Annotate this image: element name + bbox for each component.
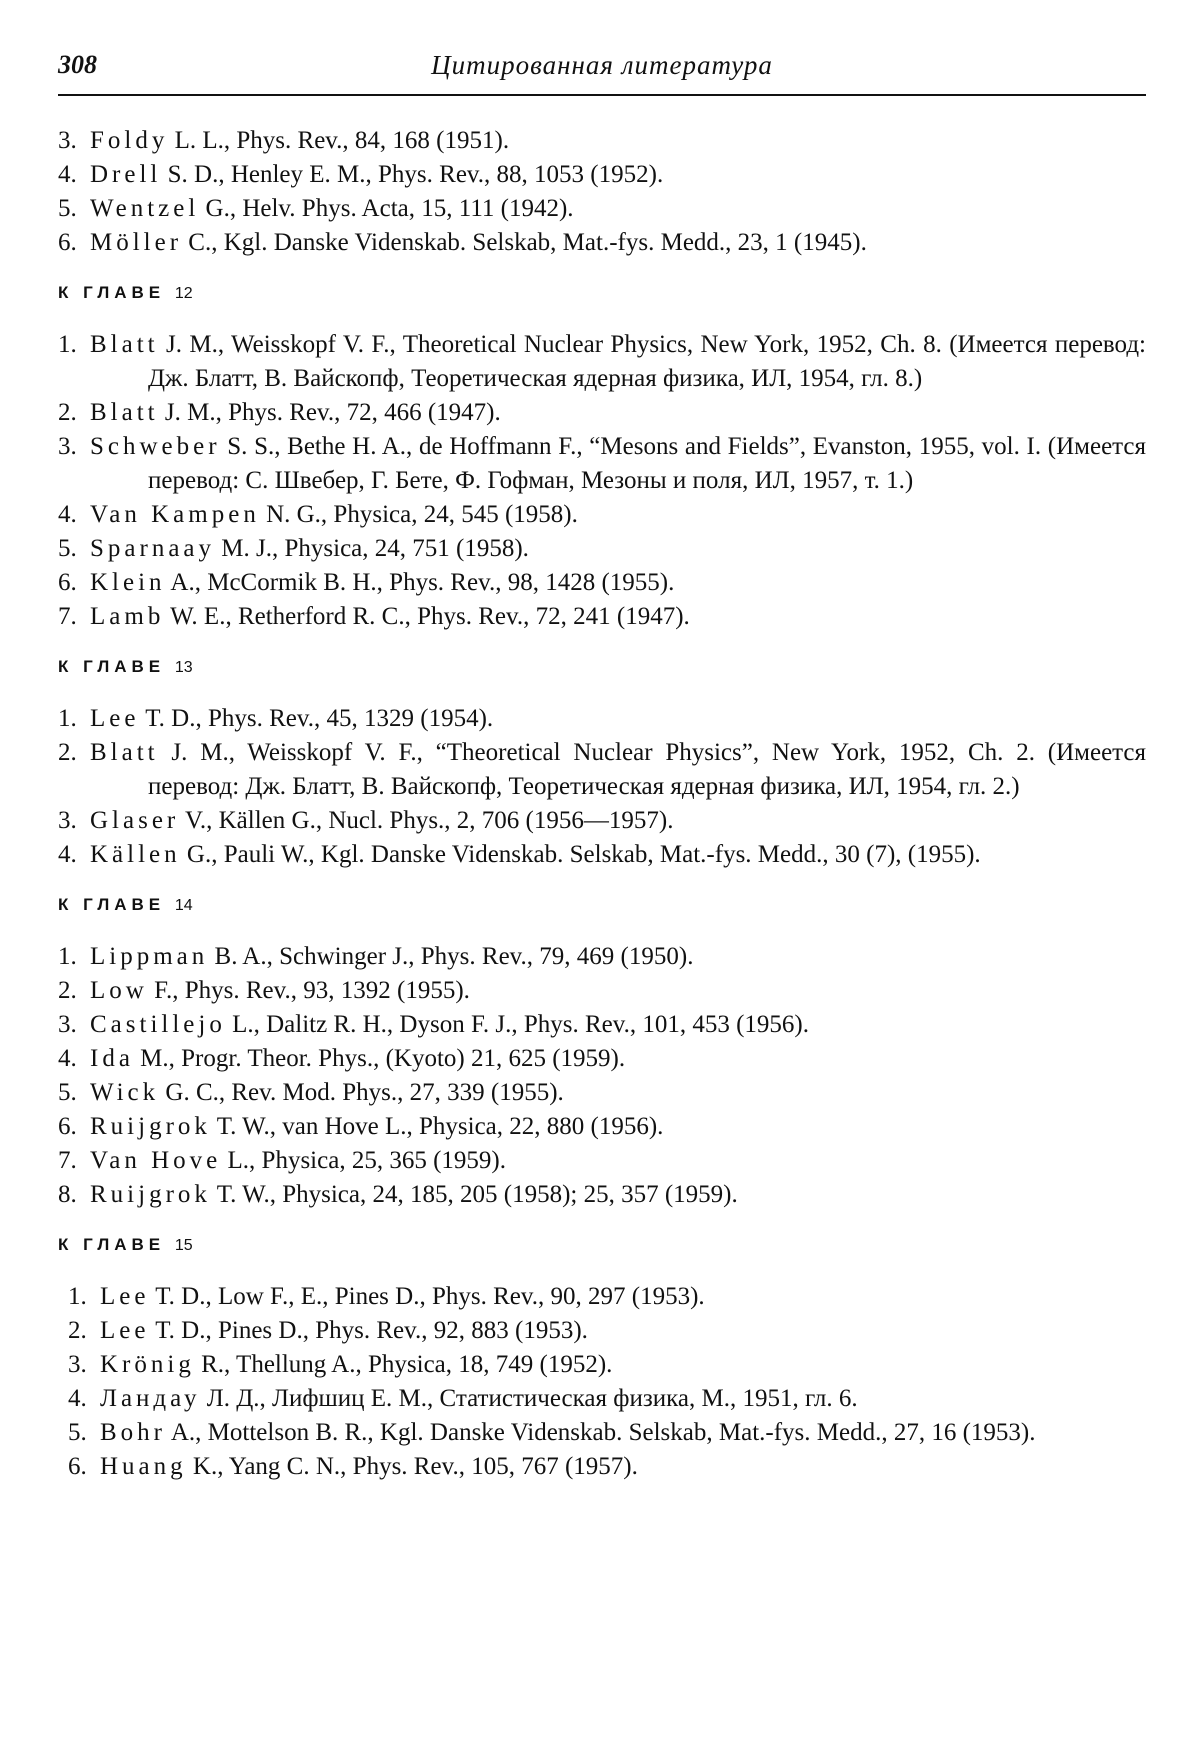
reference-number: 3. — [58, 127, 77, 154]
reference-authors: Bohr — [100, 1419, 166, 1446]
reference-authors: Wentzel — [90, 195, 200, 222]
reference-citation: M., Progr. Theor. Phys., (Kyoto) 21, 625 (1959). — [133, 1045, 626, 1072]
reference-number: 3. — [58, 1011, 77, 1038]
section-label: К ГЛАВЕ — [58, 1235, 166, 1254]
reference-list — [58, 1280, 1146, 1484]
reference-authors: Lippman — [90, 943, 209, 970]
reference-number: 1. — [58, 705, 77, 732]
reference-number: 3. — [58, 807, 77, 834]
section-label: К ГЛАВЕ — [58, 895, 166, 914]
reference-number: 2. — [58, 739, 77, 766]
reference-citation: A., McCormik B. H., Phys. Rev., 98, 1428 (1955). — [165, 569, 675, 596]
reference-authors: Möller — [90, 229, 183, 256]
chapter-section — [58, 650, 1146, 872]
reference-authors: Foldy — [90, 127, 169, 154]
reference-citation: T. D., Low F., E., Pines D., Phys. Rev., 90, 297 (1953). — [149, 1283, 705, 1310]
reference-authors: Klein — [90, 569, 166, 596]
reference-item — [58, 124, 1146, 158]
reference-number: 5. — [58, 1079, 77, 1106]
section-chapter-number: 15 — [174, 1237, 193, 1254]
reference-item — [58, 498, 1146, 532]
reference-authors: Van Hove — [90, 1147, 222, 1174]
reference-authors: Schweber — [90, 433, 221, 460]
reference-authors: Ruijgrok — [90, 1113, 211, 1140]
reference-item — [58, 702, 1146, 736]
reference-citation: N. G., Physica, 24, 545 (1958). — [259, 501, 578, 528]
reference-number: 6. — [58, 229, 77, 256]
reference-item — [58, 396, 1146, 430]
reference-item — [58, 1110, 1146, 1144]
references-body — [58, 124, 1146, 1484]
reference-citation: R., Thellung A., Physica, 18, 749 (1952). — [194, 1351, 613, 1378]
reference-item — [58, 838, 1146, 872]
reference-citation: G., Pauli W., Kgl. Danske Videnskab. Selskab, Mat.-fys. Medd., 30 (7), (1955). — [180, 841, 981, 868]
reference-item — [58, 1348, 1146, 1382]
reference-authors: Krönig — [100, 1351, 195, 1378]
section-label: К ГЛАВЕ — [58, 283, 166, 302]
reference-item — [58, 192, 1146, 226]
reference-authors: Blatt — [90, 399, 159, 426]
reference-number: 1. — [58, 943, 77, 970]
reference-citation: G. C., Rev. Mod. Phys., 27, 339 (1955). — [159, 1079, 564, 1106]
reference-citation: B. A., Schwinger J., Phys. Rev., 79, 469 (1950). — [208, 943, 694, 970]
chapter-section — [58, 888, 1146, 1212]
reference-item — [58, 1076, 1146, 1110]
reference-number: 5. — [58, 535, 77, 562]
reference-number: 1. — [68, 1283, 87, 1310]
reference-authors: Ландау — [100, 1385, 201, 1412]
reference-item — [58, 1144, 1146, 1178]
section-label: К ГЛАВЕ — [58, 657, 166, 676]
reference-citation: J. M., Weisskopf V. F., Theoretical Nuclear Physics, New York, 1952, Ch. 8. (Имеется перевод: Дж. Блатт, В. Вайскопф, Теоретическая ядерная физика, ИЛ, 1954, гл. 8.) — [148, 331, 1146, 392]
reference-authors: Lee — [90, 705, 140, 732]
reference-item — [58, 1450, 1146, 1484]
reference-number: 3. — [58, 433, 77, 460]
reference-item — [58, 600, 1146, 634]
reference-list — [58, 328, 1146, 634]
page-number: 308 — [58, 50, 97, 79]
reference-citation: C., Kgl. Danske Videnskab. Selskab, Mat.-fys. Medd., 23, 1 (1945). — [182, 229, 867, 256]
reference-authors: Ida — [90, 1045, 134, 1072]
reference-item — [58, 566, 1146, 600]
reference-item — [58, 158, 1146, 192]
reference-number: 1. — [58, 331, 77, 358]
reference-citation: T. W., Physica, 24, 185, 205 (1958); 25, 357 (1959). — [210, 1181, 738, 1208]
reference-number: 4. — [58, 161, 77, 188]
reference-citation: F., Phys. Rev., 93, 1392 (1955). — [147, 977, 470, 1004]
section-chapter-number: 12 — [174, 285, 193, 302]
reference-item — [58, 1280, 1146, 1314]
chapter-section — [58, 276, 1146, 634]
reference-number: 3. — [68, 1351, 87, 1378]
reference-authors: Low — [90, 977, 148, 1004]
reference-list — [58, 702, 1146, 872]
reference-authors: Wick — [90, 1079, 160, 1106]
reference-authors: Van Kampen — [90, 501, 260, 528]
reference-item — [58, 1008, 1146, 1042]
reference-item — [58, 430, 1146, 498]
reference-citation: T. D., Pines D., Phys. Rev., 92, 883 (1953). — [149, 1317, 588, 1344]
reference-number: 7. — [58, 1147, 77, 1174]
reference-authors: Blatt — [90, 331, 159, 358]
reference-citation: A., Mottelson B. R., Kgl. Danske Videnskab. Selskab, Mat.-fys. Medd., 27, 16 (1953). — [166, 1419, 1036, 1446]
section-heading — [58, 276, 1146, 310]
reference-citation: W. E., Retherford R. C., Phys. Rev., 72, 241 (1947). — [164, 603, 690, 630]
reference-number: 2. — [58, 977, 77, 1004]
reference-authors: Blatt — [90, 739, 159, 766]
reference-number: 5. — [68, 1419, 87, 1446]
reference-citation: L., Physica, 25, 365 (1959). — [221, 1147, 506, 1174]
reference-item — [58, 1416, 1146, 1450]
reference-citation: S. S., Bethe H. A., de Hoffmann F., “Mesons and Fields”, Evanston, 1955, vol. I. (Имеется перевод: С. Швебер, Г. Бете, Ф. Гофман, Мезоны и поля, ИЛ, 1957, т. 1.) — [148, 433, 1146, 494]
reference-authors: Källen — [90, 841, 181, 868]
reference-item — [58, 1382, 1146, 1416]
reference-authors: Lee — [100, 1283, 150, 1310]
reference-item — [58, 226, 1146, 260]
reference-item — [58, 1042, 1146, 1076]
reference-item — [58, 328, 1146, 396]
reference-citation: T. D., Phys. Rev., 45, 1329 (1954). — [139, 705, 494, 732]
reference-number: 4. — [68, 1385, 87, 1412]
reference-citation: Л. Д., Лифшиц Е. М., Статистическая физика, М., 1951, гл. 6. — [200, 1385, 858, 1412]
reference-item — [58, 804, 1146, 838]
section-chapter-number: 14 — [174, 897, 193, 914]
reference-authors: Glaser — [90, 807, 180, 834]
reference-list-continued — [58, 124, 1146, 260]
reference-number: 4. — [58, 1045, 77, 1072]
reference-citation: L. L., Phys. Rev., 84, 168 (1951). — [168, 127, 510, 154]
reference-number: 2. — [68, 1317, 87, 1344]
reference-citation: L., Dalitz R. H., Dyson F. J., Phys. Rev., 101, 453 (1956). — [225, 1011, 810, 1038]
reference-citation: S. D., Henley E. M., Phys. Rev., 88, 1053 (1952). — [161, 161, 664, 188]
reference-citation: G., Helv. Phys. Acta, 15, 111 (1942). — [199, 195, 574, 222]
reference-number: 6. — [58, 1113, 77, 1140]
reference-authors: Drell — [90, 161, 162, 188]
reference-citation: K., Yang C. N., Phys. Rev., 105, 767 (1957). — [186, 1453, 638, 1480]
reference-item — [58, 1314, 1146, 1348]
running-title: Цитированная литература — [431, 50, 773, 80]
chapter-sections — [58, 276, 1146, 1484]
reference-authors: Sparnaay — [90, 535, 216, 562]
reference-item — [58, 940, 1146, 974]
section-heading — [58, 650, 1146, 684]
page-header — [58, 50, 1146, 96]
reference-number: 2. — [58, 399, 77, 426]
section-heading — [58, 1228, 1146, 1262]
reference-list — [58, 940, 1146, 1212]
section-heading — [58, 888, 1146, 922]
reference-number: 6. — [58, 569, 77, 596]
reference-citation: M. J., Physica, 24, 751 (1958). — [215, 535, 529, 562]
reference-item — [58, 974, 1146, 1008]
reference-item — [58, 532, 1146, 566]
reference-authors: Ruijgrok — [90, 1181, 211, 1208]
reference-item — [58, 736, 1146, 804]
reference-authors: Castillejo — [90, 1011, 226, 1038]
section-chapter-number: 13 — [174, 659, 193, 676]
chapter-section — [58, 1228, 1146, 1484]
reference-authors: Huang — [100, 1453, 187, 1480]
reference-item — [58, 1178, 1146, 1212]
reference-number: 8. — [58, 1181, 77, 1208]
reference-citation: J. M., Phys. Rev., 72, 466 (1947). — [158, 399, 501, 426]
reference-number: 5. — [58, 195, 77, 222]
reference-number: 4. — [58, 841, 77, 868]
reference-authors: Lee — [100, 1317, 150, 1344]
reference-citation: T. W., van Hove L., Physica, 22, 880 (1956). — [210, 1113, 664, 1140]
reference-number: 4. — [58, 501, 77, 528]
reference-authors: Lamb — [90, 603, 165, 630]
reference-number: 7. — [58, 603, 77, 630]
reference-number: 6. — [68, 1453, 87, 1480]
reference-citation: J. M., Weisskopf V. F., “Theoretical Nuclear Physics”, New York, 1952, Ch. 2. (Имеется перевод: Дж. Блатт, В. Вайскопф, Теоретическая ядерная физика, ИЛ, 1954, гл. 2.) — [148, 739, 1146, 800]
reference-citation: V., Källen G., Nucl. Phys., 2, 706 (1956—1957). — [179, 807, 674, 834]
